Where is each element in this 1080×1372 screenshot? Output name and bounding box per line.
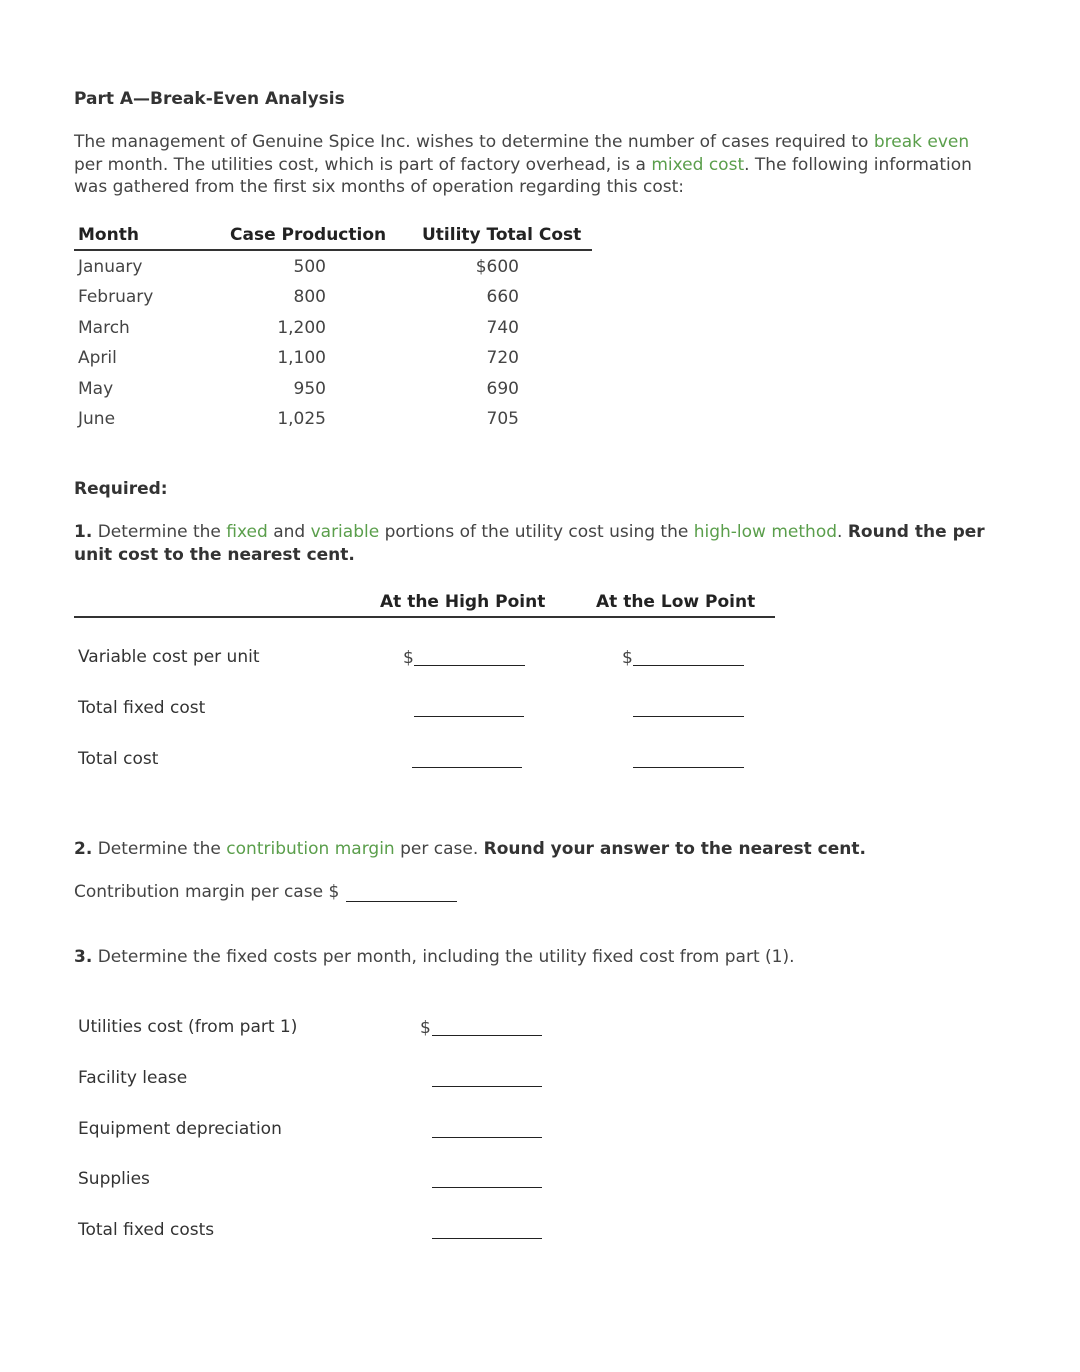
supplies-label: Supplies [78, 1169, 150, 1189]
table-header-month: Month [78, 225, 139, 245]
intro-paragraph [74, 131, 974, 199]
cell-cases: 950 [293, 379, 326, 399]
q2-instruction: Round your answer to the nearest cent. [483, 839, 866, 859]
question-1 [74, 521, 994, 566]
variable-cost-per-unit-label: Variable cost per unit [78, 647, 260, 667]
facility-lease-input[interactable] [432, 1086, 542, 1087]
variable-link[interactable]: variable [310, 522, 380, 542]
contribution-margin-answer-label: Contribution margin per case $ [74, 882, 340, 902]
total-fixed-cost-label: Total fixed cost [78, 698, 206, 718]
low-total-fixed-cost-input[interactable] [633, 716, 744, 717]
cell-cost: 740 [486, 318, 519, 338]
high-total-cost-input[interactable] [412, 767, 522, 768]
low-total-cost-input[interactable] [633, 767, 744, 768]
utilities-cost-input[interactable] [432, 1035, 542, 1036]
high-total-fixed-cost-input[interactable] [414, 716, 524, 717]
question-1-number: 1. [74, 522, 93, 542]
page-title: Part A—Break-Even Analysis [74, 89, 345, 109]
high-variable-cost-input[interactable] [414, 665, 525, 666]
q1-header-rule [74, 616, 775, 618]
equipment-depreciation-label: Equipment depreciation [78, 1119, 282, 1139]
question-3-number: 3. [74, 947, 93, 967]
question-2-number: 2. [74, 839, 93, 859]
cell-month: March [78, 318, 130, 338]
intro-text-2: per month. The utilities cost, which is part of factory overhead, is a [74, 154, 652, 175]
intro-text-1: The management of Genuine Spice Inc. wishes to determine the number of cases required to [74, 132, 874, 152]
cell-cases: 1,025 [277, 409, 326, 429]
q2-text-1: Determine the [92, 839, 227, 859]
dollar-sign: $ [403, 648, 414, 668]
cell-cases: 500 [293, 257, 326, 277]
facility-lease-label: Facility lease [78, 1068, 188, 1088]
cell-month: February [78, 287, 154, 307]
dollar-sign: $ [420, 1018, 431, 1038]
q1-text-2: and [267, 522, 311, 542]
total-fixed-costs-label: Total fixed costs [78, 1220, 215, 1240]
break-even-link[interactable]: break even [873, 132, 970, 152]
q1-instruction: Round the per unit cost to the nearest cent. [74, 522, 985, 565]
q3-text: Determine the fixed costs per month, including the utility fixed cost from part (1). [92, 947, 795, 967]
cell-cost: $600 [475, 257, 519, 277]
total-cost-label: Total cost [78, 749, 159, 769]
q1-text-3: portions of the utility cost using the [379, 522, 694, 542]
utilities-cost-label: Utilities cost (from part 1) [78, 1017, 298, 1037]
cell-month: April [78, 348, 117, 368]
table-header-case-production: Case Production [230, 225, 387, 245]
col-high-point: At the High Point [380, 592, 546, 612]
contribution-margin-link[interactable]: contribution margin [226, 839, 395, 859]
high-low-method-link[interactable]: high-low method [693, 522, 838, 542]
low-variable-cost-input[interactable] [633, 665, 744, 666]
cell-month: January [78, 257, 143, 277]
mixed-cost-link[interactable]: mixed cost [651, 154, 745, 175]
table-header-utility-total-cost: Utility Total Cost [422, 225, 582, 245]
cell-cost: 690 [486, 379, 519, 399]
question-3 [74, 947, 795, 967]
dollar-sign: $ [622, 648, 633, 668]
table-header-rule [74, 249, 592, 251]
question-2 [74, 839, 866, 859]
cell-cost: 660 [486, 287, 519, 307]
q2-text-2: per case. [394, 839, 484, 859]
equipment-depreciation-input[interactable] [432, 1137, 542, 1138]
fixed-link[interactable]: fixed [226, 522, 268, 542]
cell-cases: 1,100 [277, 348, 326, 368]
cell-cases: 800 [293, 287, 326, 307]
q1-text-1: Determine the [92, 522, 227, 542]
q1-text-4: . [837, 522, 848, 542]
col-low-point: At the Low Point [596, 592, 756, 612]
cell-month: May [78, 379, 114, 399]
supplies-input[interactable] [432, 1187, 542, 1188]
intro-text-3: . The following information was gathered from the first six months of operation regarding this cost: [74, 154, 972, 197]
cell-month: June [78, 409, 116, 429]
cell-cost: 705 [486, 409, 519, 429]
contribution-margin-input[interactable] [346, 901, 457, 902]
total-fixed-costs-input[interactable] [432, 1238, 542, 1239]
required-heading: Required: [74, 479, 168, 499]
cell-cost: 720 [486, 348, 519, 368]
cell-cases: 1,200 [277, 318, 326, 338]
